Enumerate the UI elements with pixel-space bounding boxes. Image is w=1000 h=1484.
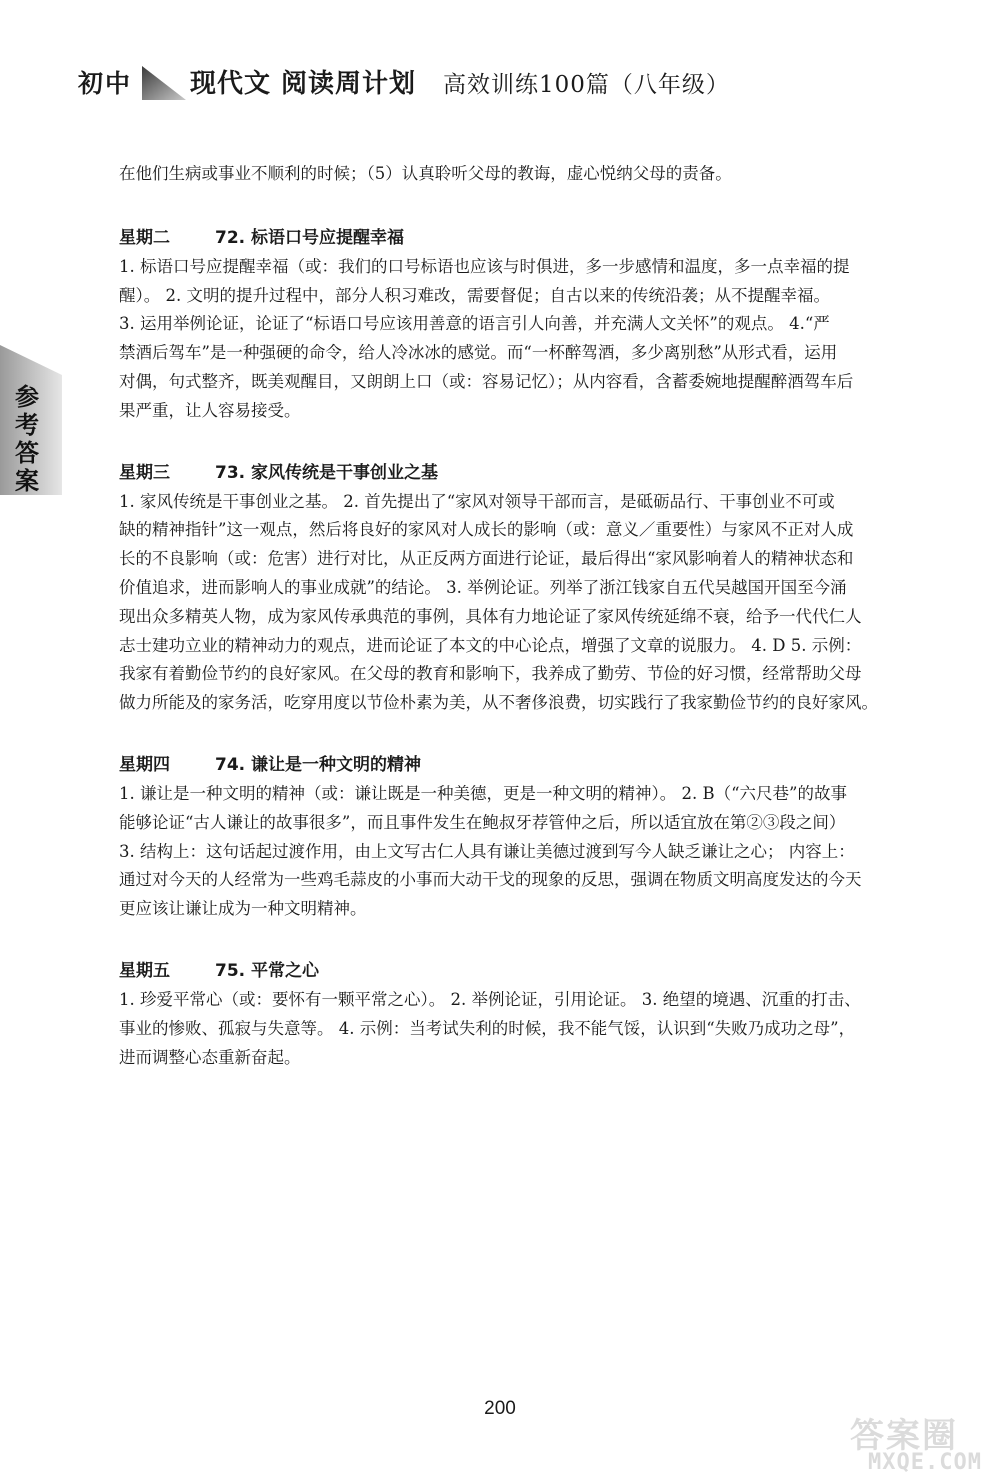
- side-tab-label: [6, 383, 48, 495]
- watermark-top: 答案圈: [850, 1416, 958, 1456]
- header-title: 现代文 阅读周计划: [190, 69, 417, 99]
- text-line: 做力所能及的家务活，吃穿用度以节俭朴素为美，从不奢侈浪费，切实践行了我家勤俭节约的良好家风。: [119, 693, 878, 713]
- side-tab-char: 考: [15, 411, 39, 439]
- side-tab: [0, 345, 62, 495]
- section-heading: [119, 458, 941, 488]
- side-tab-char: 参: [15, 383, 39, 411]
- text-line: 醒）。 2. 文明的提升过程中，部分人积习难改，需要督促；自古以来的传统沿袭；从不提醒幸福。: [119, 285, 830, 305]
- section-day: 星期五: [119, 960, 170, 981]
- header-level: 初中: [78, 69, 133, 98]
- answer-section: [119, 458, 941, 718]
- text-line: 3. 运用举例论证，论证了“标语口号应该用善意的语言引人向善，并充满人文关怀”的观点。 4.“严: [119, 314, 830, 334]
- intro-paragraph: [119, 160, 941, 189]
- text-line: 果严重，让人容易接受。: [119, 400, 301, 420]
- answer-content: [119, 160, 941, 1072]
- header-subtitle: 高效训练100篇（八年级）: [443, 72, 730, 98]
- text-line: 对偶，句式整齐，既美观醒目，又朗朗上口（或：容易记忆）；从内容看，含蓄委婉地提醒醉酒驾车后: [119, 371, 854, 391]
- text-line: 现出众多精英人物，成为家风传承典范的事例，具体有力地论证了家风传统延绵不衰，给予一代代仁人: [119, 606, 862, 626]
- section-title: 74. 谦让是一种文明的精神: [215, 754, 422, 775]
- text-line: 志士建功立业的精神动力的观点，进而论证了本文的中心论点，增强了文章的说服力。 4. D 5. 示例：: [119, 635, 862, 655]
- section-heading: [119, 750, 941, 780]
- text-line: 我家有着勤俭节约的良好家风。在父母的教育和影响下，我养成了勤劳、节俭的好习惯，经常帮助父母: [119, 664, 862, 684]
- section-title: 73. 家风传统是干事创业之基: [215, 462, 439, 483]
- text-line: 在他们生病或事业不顺利的时候；（5）认真聆听父母的教诲，虚心悦纳父母的责备。: [119, 164, 732, 183]
- answer-sections: [119, 189, 941, 1073]
- text-line: 能够论证“古人谦让的故事很多”，而且事件发生在鲍叔牙荐管仲之后，所以适宜放在第②③段之间）: [119, 812, 846, 832]
- header-triangle-icon: [140, 62, 188, 102]
- text-line: 更应该让谦让成为一种文明精神。: [119, 899, 367, 919]
- section-heading: [119, 223, 941, 253]
- side-tab-char: 答: [15, 439, 39, 467]
- section-day: 星期二: [119, 227, 170, 248]
- text-line: 1. 珍爱平常心（或：要怀有一颗平常之心）。 2. 举例论证，引用论证。 3. 绝望的境遇、沉重的打击、: [119, 989, 861, 1009]
- answer-section: [119, 750, 941, 924]
- section-day: 星期四: [119, 754, 170, 775]
- text-line: 事业的惨败、孤寂与失意等。 4. 示例：当考试失利的时候，我不能气馁，认识到“失败乃成功之母”，: [119, 1018, 856, 1038]
- page-header: [78, 60, 938, 110]
- text-line: 1. 谦让是一种文明的精神（或：谦让既是一种美德，更是一种文明的精神）。 2. B（“六尺巷”的故事: [119, 783, 847, 803]
- watermark-logo: [840, 1408, 990, 1478]
- answer-section: [119, 223, 941, 426]
- text-line: 1. 标语口号应提醒幸福（或：我们的口号标语也应该与时俱进，多一步感情和温度，多一点幸福的提: [119, 256, 850, 276]
- text-line: 禁酒后驾车”是一种强硬的命令，给人冷冰冰的感觉。而“一杯醉驾酒，多少离别愁”从形式看，运用: [119, 343, 838, 363]
- section-heading: [119, 956, 941, 986]
- text-line: 进而调整心态重新奋起。: [119, 1047, 301, 1067]
- text-line: 1. 家风传统是干事创业之基。 2. 首先提出了“家风对领导干部而言，是砥砺品行、干事创业不可或: [119, 491, 835, 511]
- text-line: 长的不良影响（或：危害）进行对比，从正反两方面进行论证，最后得出“家风影响着人的精神状态和: [119, 549, 854, 569]
- text-line: 价值追求，进而影响人的事业成就”的结论。 3. 举例论证。列举了浙江钱家自五代吴越国开国至今涌: [119, 577, 847, 597]
- side-tab-char: 案: [15, 467, 39, 495]
- section-title: 72. 标语口号应提醒幸福: [215, 227, 405, 248]
- section-day: 星期三: [119, 462, 170, 483]
- section-title: 75. 平常之心: [215, 960, 320, 981]
- text-line: 通过对今天的人经常为一些鸡毛蒜皮的小事而大动干戈的现象的反思，强调在物质文明高度发达的今天: [119, 870, 862, 890]
- page-number: 200: [484, 1398, 516, 1419]
- text-line: 3. 结构上：这句话起过渡作用，由上文写古仁人具有谦让美德过渡到写今人缺乏谦让之心； 内容上：: [119, 841, 855, 861]
- answer-section: [119, 956, 941, 1072]
- watermark-bottom: MXQE.COM: [868, 1450, 982, 1475]
- text-line: 缺的精神指针”这一观点，然后将良好的家风对人成长的影响（或：意义／重要性）与家风不正对人成: [119, 520, 854, 540]
